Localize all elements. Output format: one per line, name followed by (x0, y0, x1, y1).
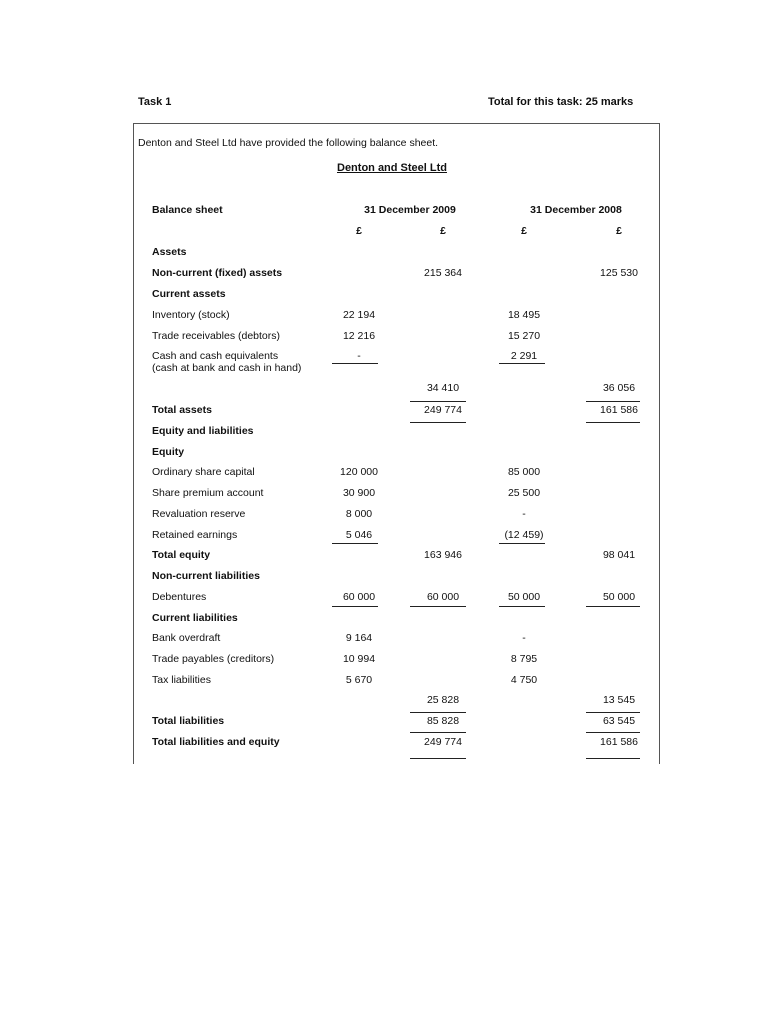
rule (410, 712, 466, 713)
cell-c4: 161 586 (600, 404, 638, 416)
cell-c1: 5 046 (345, 529, 373, 541)
table-row (152, 267, 652, 283)
cell-c3: - (522, 508, 526, 520)
table-row (152, 591, 652, 607)
table-row (152, 425, 652, 441)
table-row (152, 632, 652, 648)
row-label: Revaluation reserve (152, 508, 246, 520)
table-row (152, 570, 652, 586)
rule (499, 606, 545, 607)
rule (410, 422, 466, 423)
row-label: Non-current liabilities (152, 570, 260, 582)
company-name: Denton and Steel Ltd (337, 162, 447, 174)
cell-c2: 85 828 (426, 715, 460, 727)
rule (586, 758, 640, 759)
table-row (152, 446, 652, 462)
cell-c4: 161 586 (600, 736, 638, 748)
row-label: Ordinary share capital (152, 466, 255, 478)
row-label: Retained earnings (152, 529, 238, 541)
header-2009: 31 December 2009 (364, 204, 456, 216)
cell-c3: 8 795 (510, 653, 538, 665)
cell-c3: 85 000 (507, 466, 541, 478)
rule (586, 712, 640, 713)
table-row (152, 404, 652, 420)
table-row (152, 694, 652, 710)
cell-c4: 50 000 (602, 591, 636, 603)
cell-c2: 249 774 (424, 404, 462, 416)
rule (410, 606, 466, 607)
table-row (152, 529, 652, 545)
cell-c2: 25 828 (426, 694, 460, 706)
cell-c3: 4 750 (510, 674, 538, 686)
cell-c3: 15 270 (507, 330, 541, 342)
cell-c4: 13 545 (602, 694, 636, 706)
cell-c1: 120 000 (340, 466, 378, 478)
rule (410, 401, 466, 402)
currency-2008-col2: £ (616, 225, 622, 237)
table-row (152, 466, 652, 482)
rule (499, 363, 545, 364)
row-label: Non-current (fixed) assets (152, 267, 283, 279)
table-row (152, 715, 652, 731)
rule (332, 363, 378, 364)
row-label: Bank overdraft (152, 632, 221, 644)
cell-c1: 5 670 (345, 674, 373, 686)
cell-c3: - (522, 632, 526, 644)
intro-text: Denton and Steel Ltd have provided the following balance sheet. (138, 137, 439, 149)
row-label: Current assets (152, 288, 226, 300)
row-label: Total equity (152, 549, 211, 561)
cell-c2: 60 000 (426, 591, 460, 603)
row-label: Trade receivables (debtors) (152, 330, 280, 342)
cell-c4: 36 056 (602, 382, 636, 394)
row-label: Cash and cash equivalents (cash at bank and cash in hand) (152, 350, 302, 374)
cell-c1: 10 994 (342, 653, 376, 665)
table-row (152, 350, 652, 374)
table-row (152, 487, 652, 503)
row-label: Share premium account (152, 487, 264, 499)
table-row (152, 330, 652, 346)
cell-c2: 249 774 (424, 736, 462, 748)
currency-2008-col1: £ (521, 225, 527, 237)
cell-c2: 34 410 (426, 382, 460, 394)
cell-c3: 25 500 (507, 487, 541, 499)
task-total: Total for this task: 25 marks (488, 96, 634, 108)
row-label: Equity (152, 446, 185, 458)
table-row (152, 612, 652, 628)
rule (586, 732, 640, 733)
cell-c1: 8 000 (345, 508, 373, 520)
table-row (152, 508, 652, 524)
rule (332, 606, 378, 607)
table-row (152, 653, 652, 669)
cell-c3: 50 000 (507, 591, 541, 603)
cell-c3: (12 459) (504, 529, 544, 541)
table-row (152, 549, 652, 565)
cell-c1: 60 000 (342, 591, 376, 603)
rule (499, 543, 545, 544)
table-row (152, 674, 652, 690)
row-label: Current liabilities (152, 612, 238, 624)
cell-c4: 63 545 (602, 715, 636, 727)
row-label: Inventory (stock) (152, 309, 230, 321)
cell-c2: 163 946 (424, 549, 462, 561)
row-label: Equity and liabilities (152, 425, 254, 437)
cell-c1: 30 900 (342, 487, 376, 499)
row-label: Assets (152, 246, 187, 258)
table-row (152, 736, 652, 752)
currency-2009-col2: £ (440, 225, 446, 237)
cell-c1: 12 216 (342, 330, 376, 342)
cell-c1: - (357, 350, 361, 362)
row-label: Debentures (152, 591, 207, 603)
currency-2009-col1: £ (356, 225, 362, 237)
rule (410, 758, 466, 759)
cell-c3: 2 291 (510, 350, 538, 362)
table-row (152, 288, 652, 304)
table-row (152, 246, 652, 262)
row-label: Total liabilities (152, 715, 225, 727)
table-row (152, 309, 652, 325)
task-title: Task 1 (138, 96, 172, 108)
cell-c1: 22 194 (342, 309, 376, 321)
cell-c4: 98 041 (602, 549, 636, 561)
row-label: Tax liabilities (152, 674, 211, 686)
row-label: Total liabilities and equity (152, 736, 280, 748)
rule (410, 732, 466, 733)
row-label: Total assets (152, 404, 212, 416)
cell-c1: 9 164 (345, 632, 373, 644)
row-label: Trade payables (creditors) (152, 653, 275, 665)
rule (332, 543, 378, 544)
rule (586, 401, 640, 402)
header-2008: 31 December 2008 (530, 204, 622, 216)
header-label: Balance sheet (152, 204, 223, 216)
cell-c4: 125 530 (600, 267, 638, 279)
cell-c3: 18 495 (507, 309, 541, 321)
rule (586, 422, 640, 423)
rule (586, 606, 640, 607)
table-row (152, 382, 652, 398)
cell-c2: 215 364 (424, 267, 462, 279)
